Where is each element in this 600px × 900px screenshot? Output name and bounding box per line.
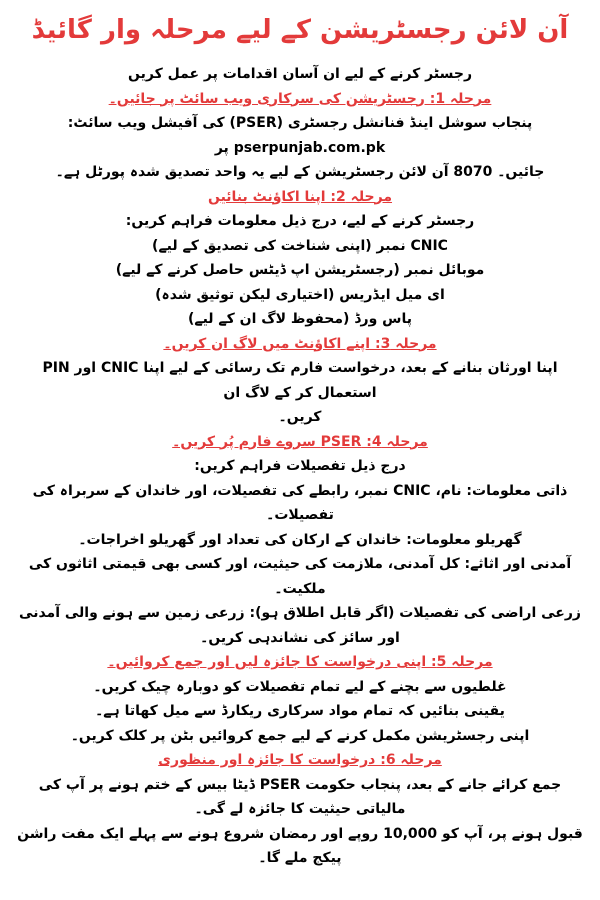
step-5-item-check: غلطیوں سے بچنے کے لیے تمام تفصیلات کو دوبارہ چیک کریں۔ <box>93 678 507 695</box>
step-4-item-personal: ذاتی معلومات: نام، CNIC نمبر، رابطے کی تفصیلات، اور خاندان کے سربراہ کی تفصیلات۔ <box>32 482 568 523</box>
step-6-heading: مرحلہ 6: درخواست کا جائزہ اور منظوری <box>158 752 442 768</box>
step-4-text-1: درج ذیل تفصیلات فراہم کریں: <box>194 458 406 474</box>
step-2-item-cnic: CNIC نمبر (اپنی شناخت کی تصدیق کے لیے) <box>152 237 448 254</box>
step-3-heading: مرحلہ 3: اپنے اکاؤنٹ میں لاگ ان کریں۔ <box>163 335 437 352</box>
step-3-text-1: اپنا اورثان بنانے کے بعد، درخواست فارم تک رسائی کے لیے اپنا CNIC اور PIN استعمال کر کے لاگ ان <box>42 360 558 401</box>
step-2-text-1: رجسٹر کرنے کے لیے، درج ذیل معلومات فراہم کریں: <box>125 213 475 229</box>
step-5-item-verify: یقینی بنائیں کہ تمام مواد سرکاری ریکارڈ سے میل کھاتا ہے۔ <box>95 703 505 719</box>
step-1-text-1: پنجاب سوشل اینڈ فنانشل رجسٹری (PSER) کی آفیشل ویب سائٹ: pserpunjab.com.pk پر <box>67 115 533 156</box>
step-2-item-mobile: موبائل نمبر (رجسٹریشن اپ ڈیٹس حاصل کرنے کے لیے) <box>115 262 485 278</box>
step-6-text-1: جمع کرائے جانے کے بعد، پنجاب حکومت PSER ڈیٹا بیس کے ختم ہونے پر آپ کی مالیاتی حیثیت کا جائزہ لے گی۔ <box>38 776 562 817</box>
step-5-heading: مرحلہ 5: اپنی درخواست کا جائزہ لیں اور جمع کروائیں۔ <box>107 654 493 670</box>
step-5-item-submit: اپنی رجسٹریشن مکمل کرنے کے لیے جمع کروائیں بٹن پر کلک کریں۔ <box>70 727 530 744</box>
step-2-item-password: پاس ورڈ (محفوظ لاگ ان کے لیے) <box>187 311 413 327</box>
step-4-heading: مرحلہ 4: PSER سروے فارم پُر کریں۔ <box>172 433 428 450</box>
step-4-item-household: گھریلو معلومات: خاندان کے ارکان کی تعداد اور گھریلو اخراجات۔ <box>78 531 522 548</box>
step-1-text-2: جائیں۔ 8070 آن لائن رجسٹریشن کے لیے یہ واحد تصدیق شدہ پورٹل ہے۔ <box>55 164 545 180</box>
step-2-heading: مرحلہ 2: اپنا اکاؤنٹ بنائیں <box>207 188 393 205</box>
step-1-heading: مرحلہ 1: رجسٹریشن کی سرکاری ویب سائٹ پر جائیں۔ <box>108 90 492 107</box>
step-6-text-2: قبول ہونے پر، آپ کو 10,000 روپے اور رمضان شروع ہونے سے پہلے ایک مفت راشن پیکج ملے گا۔ <box>17 825 583 866</box>
step-3-text-2: کریں۔ <box>278 409 322 425</box>
step-2-item-email: ای میل ایڈریس (اختیاری لیکن توثیق شدہ) <box>155 286 445 303</box>
step-4-item-income: آمدنی اور اثاثے: کل آمدنی، ملازمت کی حیثیت، اور کسی بھی قیمتی اثاثوں کی ملکیت۔ <box>28 556 572 597</box>
intro-text: رجسٹر کرنے کے لیے ان آسان اقدامات پر عمل کریں <box>128 66 472 82</box>
step-4-item-land: زرعی اراضی کی تفصیلات (اگر قابل اطلاق ہو): زرعی زمین سے ہونے والی آمدنی اور سائز کی نشاندہی کریں۔ <box>19 605 581 646</box>
page-title: آن لائن رجسٹریشن کے لیے مرحلہ وار گائیڈ <box>31 15 569 45</box>
